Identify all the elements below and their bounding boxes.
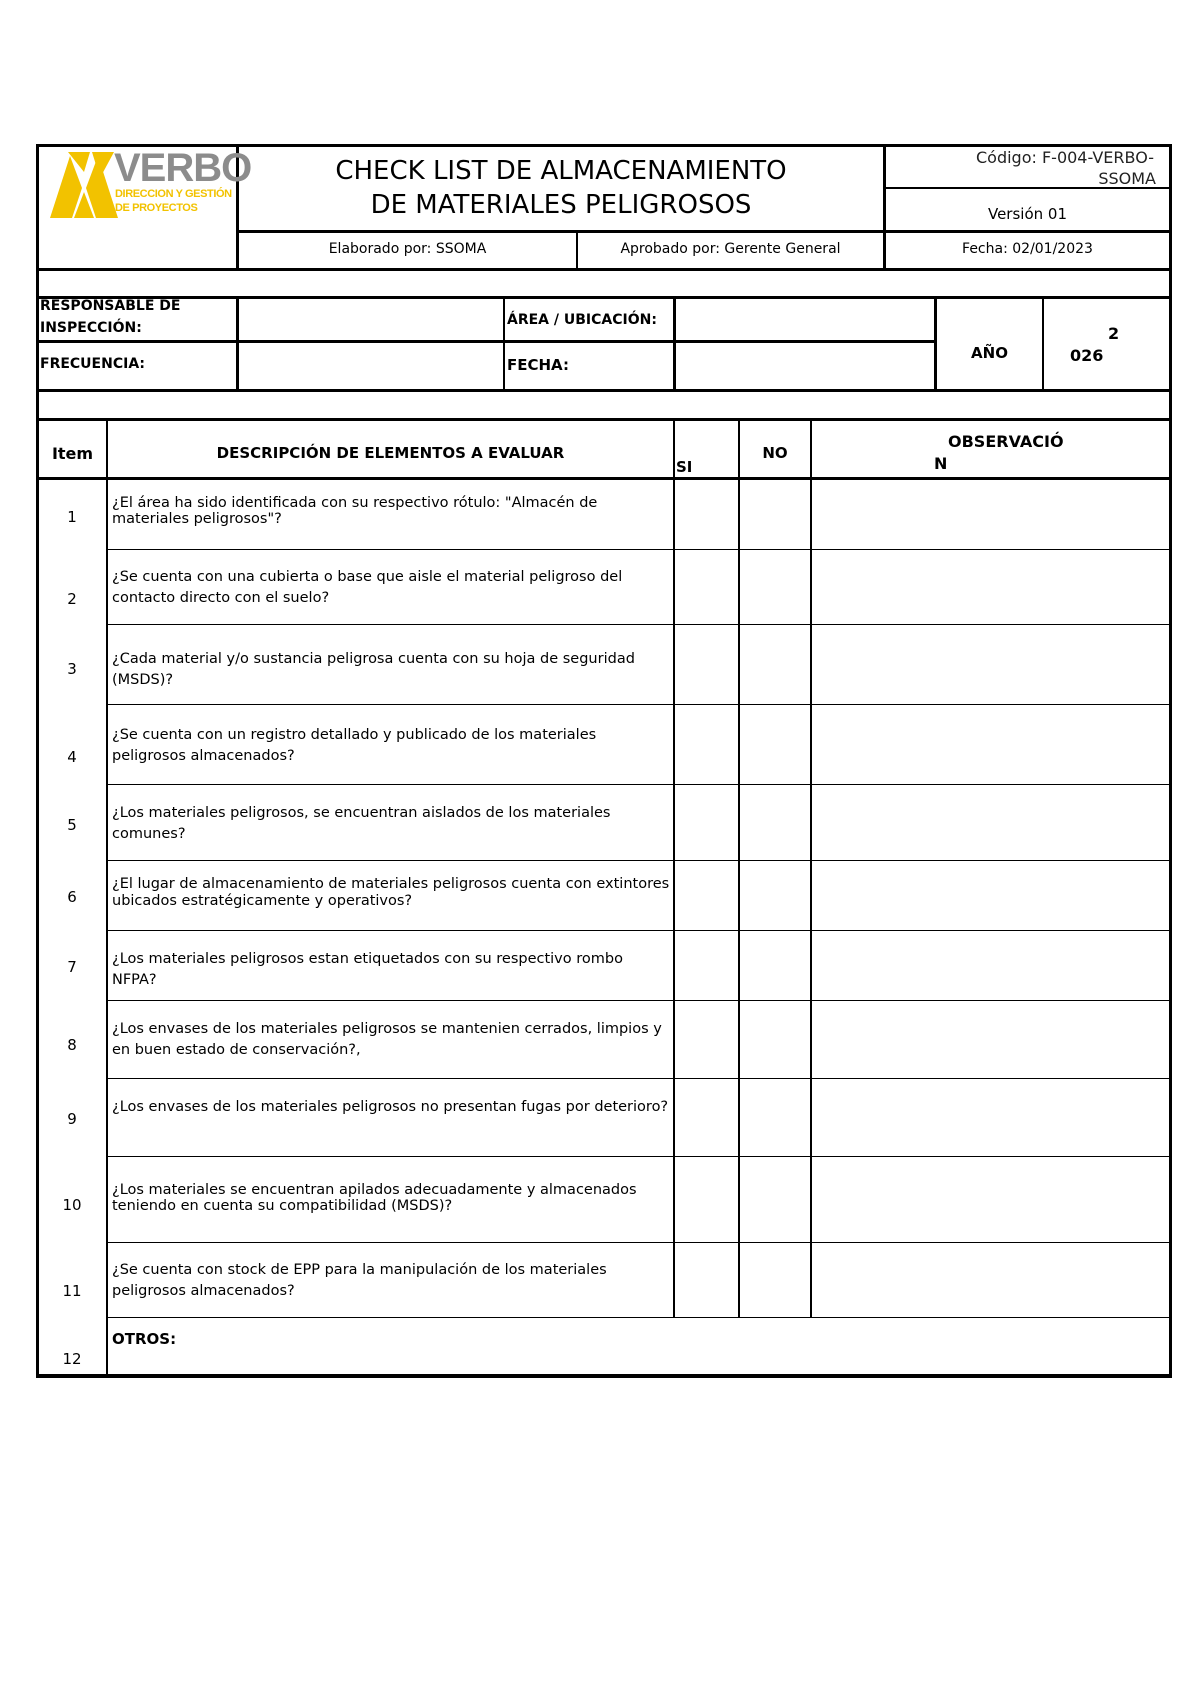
row-question: ¿Se cuenta con stock de EPP para la manipulación de los materiales peligrosos almacenados? (112, 1262, 607, 1299)
area-label: ÁREA / UBICACIÓN: (507, 312, 657, 328)
row-number: 5 (67, 816, 77, 834)
row-number: 4 (67, 748, 77, 766)
responsable-label-line2: INSPECCIÓN: (40, 320, 142, 336)
row-question: ¿El área ha sido identificada con su respectivo rótulo: "Almacén de materiales peligrosos"? (112, 495, 598, 527)
frecuencia-label: FRECUENCIA: (40, 356, 146, 372)
anio-label: AÑO (971, 344, 1008, 362)
logo-tagline-2: DE PROYECTOS (115, 202, 198, 214)
row-number: 11 (62, 1282, 82, 1300)
document-date: Fecha: 02/01/2023 (962, 241, 1093, 257)
aprobado-por: Aprobado por: Gerente General (620, 241, 841, 257)
col-observacion-header-line2: N (934, 454, 948, 473)
row-number: 7 (67, 958, 77, 976)
document-version: Versión 01 (987, 205, 1067, 223)
row-question: ¿Los materiales peligrosos, se encuentran aislados de los materiales comunes? (112, 805, 611, 842)
anio-value-line1: 2 (1108, 324, 1120, 343)
row-number: 2 (67, 590, 77, 608)
anio-value-line2: 026 (1070, 346, 1104, 365)
document-code-line2: SSOMA (1098, 169, 1156, 188)
col-observacion-header-line1: OBSERVACIÓ (948, 432, 1064, 451)
frecuencia-field[interactable] (239, 343, 503, 389)
row-question: ¿Los envases de los materiales peligrosos no presentan fugas por deterioro? (112, 1099, 669, 1115)
row-question: ¿Los materiales peligrosos estan etiquetados con su respectivo rombo NFPA? (112, 951, 623, 988)
logo-tagline-1: DIRECCION Y GESTIÓN (115, 188, 232, 200)
row-number: 3 (67, 660, 77, 678)
row-number: 9 (67, 1110, 77, 1128)
responsable-field[interactable] (239, 299, 503, 340)
row-number: 6 (67, 888, 77, 906)
row-number: 8 (67, 1036, 77, 1054)
col-si-header: SI (676, 458, 693, 476)
col-no-header: NO (762, 444, 788, 462)
otros-label: OTROS: (112, 1330, 177, 1348)
row-number: 12 (62, 1350, 82, 1368)
page-title-line1: CHECK LIST DE ALMACENAMIENTO (335, 156, 787, 186)
responsable-label-line1: RESPONSABLE DE (40, 298, 181, 314)
col-item-header: Item (51, 444, 94, 463)
row-question: ¿El lugar de almacenamiento de materiales peligrosos cuenta con extintores ubicados estratégicamente y operativos? (112, 876, 670, 909)
row-number: 1 (67, 508, 77, 526)
verbo-logo (48, 146, 252, 224)
logo-brand: VERBO (114, 146, 252, 190)
row-question: ¿Los envases de los materiales peligrosos se mantenien cerrados, limpios y en buen estado de conservación?, (112, 1021, 662, 1058)
row-question: ¿Se cuenta con un registro detallado y publicado de los materiales peligrosos almacenados? (112, 727, 597, 764)
document-code-line1: Código: F-004-VERBO- (975, 148, 1154, 167)
row-number: 10 (62, 1196, 82, 1214)
fecha-field[interactable] (676, 343, 934, 389)
elaborado-por: Elaborado por: SSOMA (328, 241, 487, 257)
col-description-header: DESCRIPCIÓN DE ELEMENTOS A EVALUAR (216, 444, 565, 462)
fecha-label: FECHA: (507, 356, 569, 374)
page-title-line2: DE MATERIALES PELIGROSOS (370, 190, 752, 220)
row-question: ¿Cada material y/o sustancia peligrosa cuenta con su hoja de seguridad (MSDS)? (112, 651, 635, 688)
area-field[interactable] (676, 299, 934, 340)
row-question: ¿Los materiales se encuentran apilados adecuadamente y almacenados teniendo en cuenta su compatibilidad (MSDS)? (112, 1182, 637, 1214)
row-question: ¿Se cuenta con una cubierta o base que aisle el material peligroso del contacto directo con el suelo? (112, 569, 623, 606)
